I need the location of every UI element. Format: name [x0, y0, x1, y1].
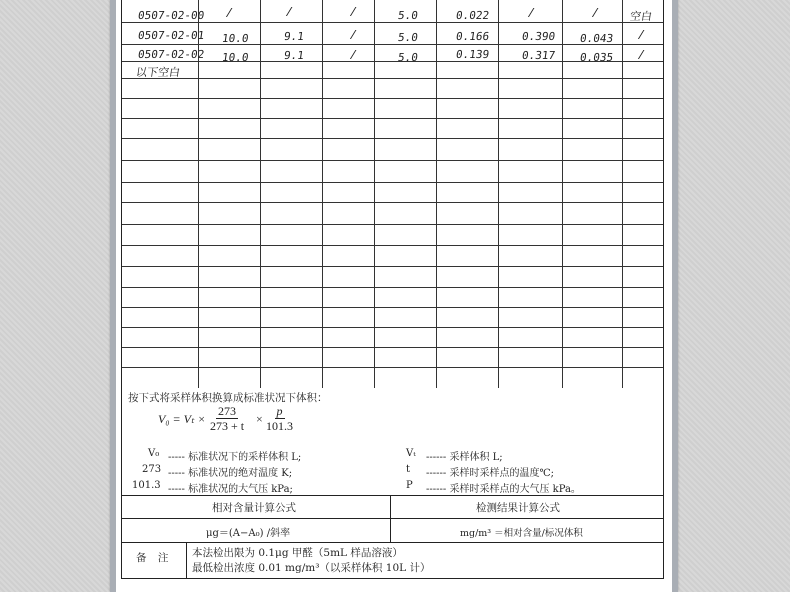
cell-value: 5.0 [397, 9, 419, 22]
legend-symbol: 273 [142, 464, 162, 475]
calculation-section [121, 388, 664, 579]
notes-line-1: 本法检出限为 0.1μg 甲醛（5mL 样品溶液） [192, 547, 403, 559]
cell-value: 0.043 [579, 32, 615, 45]
section-column-rule [390, 495, 391, 542]
pressure-fraction [266, 404, 293, 433]
cell-value: / [225, 6, 234, 19]
grid-column-rule [260, 0, 261, 388]
result-formula-title: 检测结果计算公式 [476, 502, 560, 514]
grid-rule [122, 22, 663, 23]
temperature-fraction [210, 404, 244, 433]
page-shadow-left [110, 0, 116, 592]
grid-rule [122, 224, 663, 225]
grid-column-rule [374, 0, 375, 388]
cell-value: 10.0 [221, 32, 250, 45]
grid-column-rule [622, 0, 623, 388]
desk-background-right [678, 0, 790, 592]
legend-text: ----- 标准状况的绝对温度 K; [168, 468, 293, 479]
cell-value: 0.317 [521, 49, 557, 62]
grid-rule [122, 347, 663, 348]
cell-value: 5.0 [397, 51, 419, 64]
result-formula: mg/m³ ＝相对含量/标况体积 [460, 528, 583, 539]
grid-column-rule [498, 0, 499, 388]
cell-value: / [591, 6, 600, 19]
fraction-numerator: 273 [218, 404, 237, 418]
cell-value: / [527, 6, 536, 19]
legend-text: ------ 采样时采样点的温度℃; [426, 468, 555, 479]
grid-column-rule [436, 0, 437, 388]
section-rule [122, 495, 663, 496]
cell-value: 0.139 [455, 48, 491, 61]
grid-rule [122, 182, 663, 183]
relative-content-title: 相对含量计算公式 [212, 502, 296, 514]
desk-background-left [0, 0, 110, 592]
grid-rule [122, 327, 663, 328]
cell-value: 0.022 [455, 9, 491, 22]
cell-value: / [349, 48, 358, 61]
grid-rule [122, 98, 663, 99]
record-grid [121, 0, 664, 388]
grid-rule [122, 287, 663, 288]
multiply-sign: × [256, 412, 263, 426]
legend-symbol: t [406, 464, 411, 475]
formula-title: 按下式将采样体积换算成标准状况下体积： [128, 392, 328, 404]
cell-value: 0.166 [455, 30, 491, 43]
grid-rule [122, 367, 663, 368]
grid-column-rule [322, 0, 323, 388]
section-column-rule [186, 542, 187, 578]
formula-lhs: V₀ = Vₜ × [158, 412, 206, 426]
cell-value: / [637, 28, 646, 41]
notes-line-2: 最低检出浓度 0.01 mg/m³（以采样体积 10L 计） [192, 562, 431, 574]
cell-value: / [349, 28, 358, 41]
page-shadow-right [672, 0, 678, 592]
legend-text: ----- 标准状况下的采样体积 L; [168, 452, 302, 463]
sample-id: 0507-02-00 [137, 9, 206, 22]
cell-value: / [285, 5, 294, 18]
relative-content-formula: μg＝(A−A₀) /斜率 [206, 528, 291, 539]
cell-value: 9.1 [283, 30, 305, 43]
cell-value: 9.1 [283, 49, 305, 62]
cell-value: 0.390 [521, 30, 557, 43]
legend-symbol: P [406, 480, 413, 491]
legend-symbol: 101.3 [132, 480, 161, 491]
sample-id: 0507-02-02 [137, 48, 206, 61]
legend-text: ----- 标准状况的大气压 kPa; [168, 484, 293, 495]
legend-symbol: Vₜ [406, 448, 416, 459]
section-rule [122, 542, 663, 543]
grid-rule [122, 78, 663, 79]
section-rule [122, 518, 663, 519]
fraction-denominator: 273 + t [210, 419, 245, 433]
legend-symbol: V₀ [148, 448, 160, 459]
grid-rule [122, 202, 663, 203]
grid-column-rule [562, 0, 563, 388]
cell-value: 0.035 [579, 51, 615, 64]
grid-rule [122, 118, 663, 119]
blank-below-note: 以下空白 [135, 66, 181, 79]
grid-rule [122, 245, 663, 246]
volume-formula [158, 402, 298, 438]
legend-text: ------ 采样体积 L; [426, 452, 503, 463]
notes-label: 备 注 [136, 552, 173, 564]
cell-value: / [349, 5, 358, 18]
cell-value: 空白 [629, 10, 653, 23]
legend-text: ------ 采样时采样点的大气压 kPa。 [426, 484, 581, 495]
grid-rule [122, 307, 663, 308]
grid-rule [122, 138, 663, 139]
fraction-numerator: p [276, 404, 283, 418]
cell-value: 10.0 [221, 51, 250, 64]
document-page [110, 0, 678, 592]
sample-id: 0507-02-01 [137, 29, 206, 42]
cell-value: / [637, 48, 646, 61]
fraction-denominator: 101.3 [266, 419, 293, 433]
grid-rule [122, 266, 663, 267]
grid-rule [122, 160, 663, 161]
cell-value: 5.0 [397, 31, 419, 44]
